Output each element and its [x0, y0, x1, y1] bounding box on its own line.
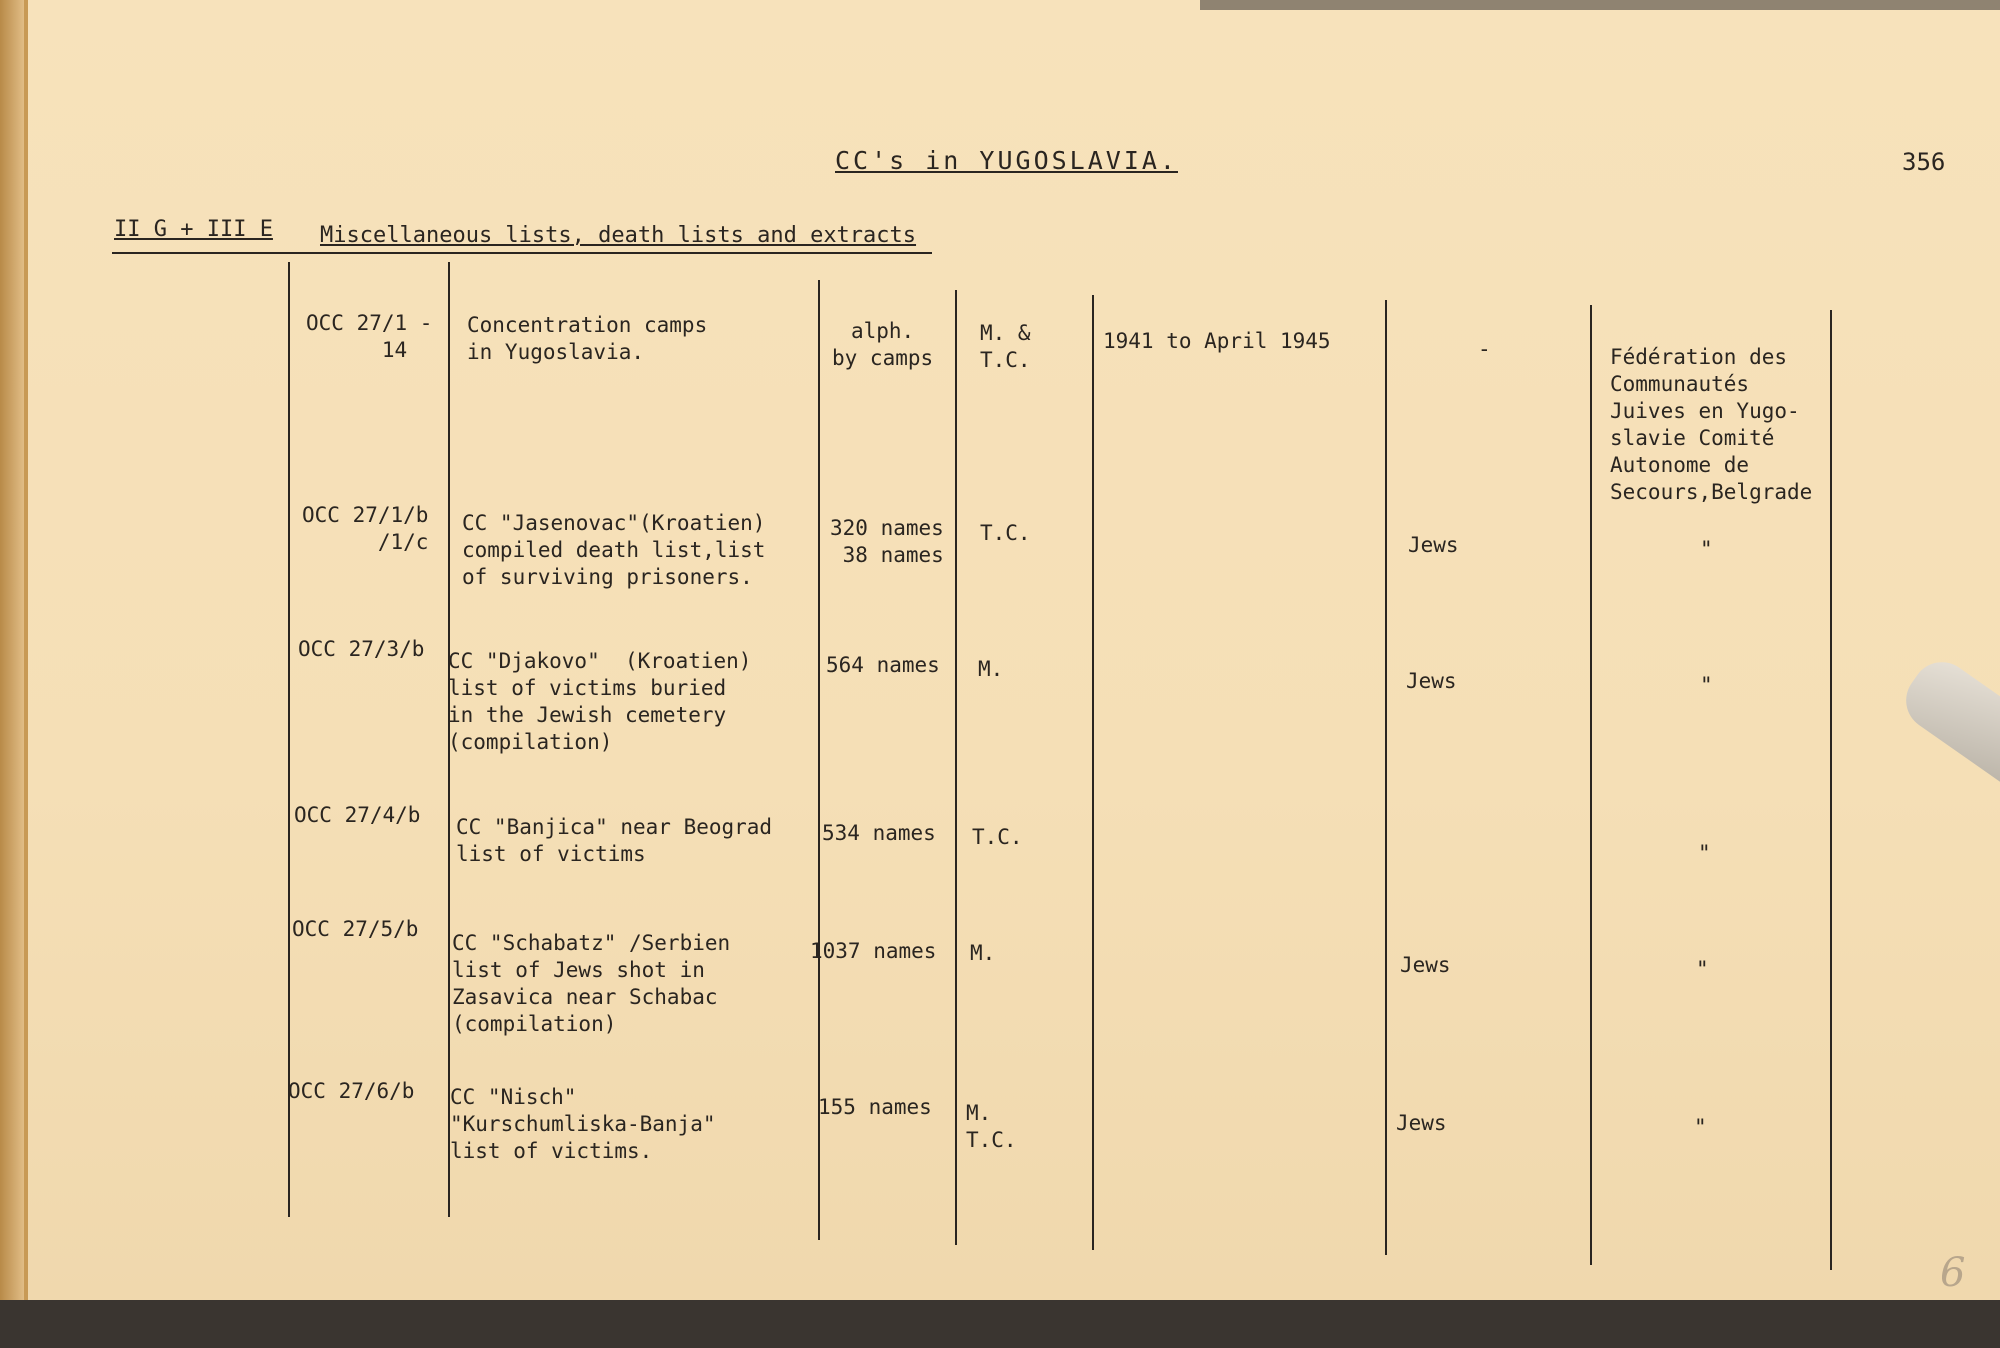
- table-row-ref: OCC 27/1/b /1/c: [302, 503, 429, 554]
- table-row-type: M.: [970, 941, 996, 965]
- table-row-ref: OCC 27/1 - 14: [306, 311, 433, 362]
- table-row-type: M.: [978, 657, 1004, 681]
- page-title: CC's in YUGOSLAVIA.: [835, 146, 1178, 175]
- binding-edge: [0, 0, 24, 1348]
- table-row-ref: OCC 27/5/b: [292, 917, 419, 941]
- table-row-description: Concentration camps in Yugoslavia.: [467, 313, 708, 364]
- table-row-source: ": [1700, 537, 1713, 561]
- section-title: Miscellaneous lists, death lists and extracts: [320, 223, 917, 248]
- column-rule: [1385, 300, 1387, 1255]
- table-row-names: 1037 names: [810, 939, 937, 963]
- header-rule: [112, 252, 932, 254]
- table-row-names: 564 names: [826, 653, 940, 677]
- table-row-ref: OCC 27/6/b: [288, 1079, 415, 1103]
- table-row-source: Fédération des Communautés Juives en Yugo- slavie Comité Autonome de Secours,Belgrade: [1610, 345, 1813, 504]
- table-row-category: Jews: [1396, 1111, 1447, 1135]
- table-row-category: Jews: [1408, 533, 1459, 557]
- section-code: II G + III E: [114, 217, 273, 242]
- column-rule: [1830, 310, 1832, 1270]
- table-row-type: M. & T.C.: [980, 321, 1031, 372]
- table-row-type: T.C.: [980, 521, 1031, 545]
- table-row-source: ": [1698, 841, 1711, 865]
- table-row-names: 320 names 38 names: [830, 516, 944, 567]
- table-row-period: 1941 to April 1945: [1103, 329, 1331, 353]
- column-rule: [288, 262, 290, 1217]
- table-row-ref: OCC 27/3/b: [298, 637, 425, 661]
- margin-note: 6: [1940, 1250, 1966, 1296]
- table-row-type: T.C.: [972, 825, 1023, 849]
- table-row-category: Jews: [1400, 953, 1451, 977]
- table-row-names: 155 names: [818, 1095, 932, 1119]
- table-row-category: -: [1478, 337, 1491, 361]
- column-rule: [1092, 295, 1094, 1250]
- table-row-description: CC "Jasenovac"(Kroatien) compiled death list,list of surviving prisoners.: [462, 511, 766, 589]
- table-row-names: 534 names: [822, 821, 936, 845]
- table-row-description: CC "Banjica" near Beograd list of victims: [456, 815, 773, 866]
- table-row-description: CC "Djakovo" (Kroatien) list of victims buried in the Jewish cemetery (compilation): [448, 649, 752, 754]
- scan-edge: [1200, 0, 2000, 10]
- column-rule: [1590, 305, 1592, 1265]
- table-row-source: ": [1700, 673, 1713, 697]
- column-rule: [955, 290, 957, 1245]
- table-row-names: alph. by camps: [832, 319, 934, 370]
- table-row-source: ": [1694, 1115, 1707, 1139]
- table-row-description: CC "Nisch" "Kurschumliska-Banja" list of victims.: [450, 1085, 716, 1163]
- table-row-ref: OCC 27/4/b: [294, 803, 421, 827]
- page-number: 356: [1902, 148, 1946, 176]
- scan-bottom-edge: [0, 1300, 2000, 1348]
- table-row-type: M. T.C.: [966, 1101, 1017, 1152]
- table-row-source: ": [1696, 957, 1709, 981]
- table-row-description: CC "Schabatz" /Serbien list of Jews shot in Zasavica near Schabac (compilation): [452, 931, 731, 1036]
- table-row-category: Jews: [1406, 669, 1457, 693]
